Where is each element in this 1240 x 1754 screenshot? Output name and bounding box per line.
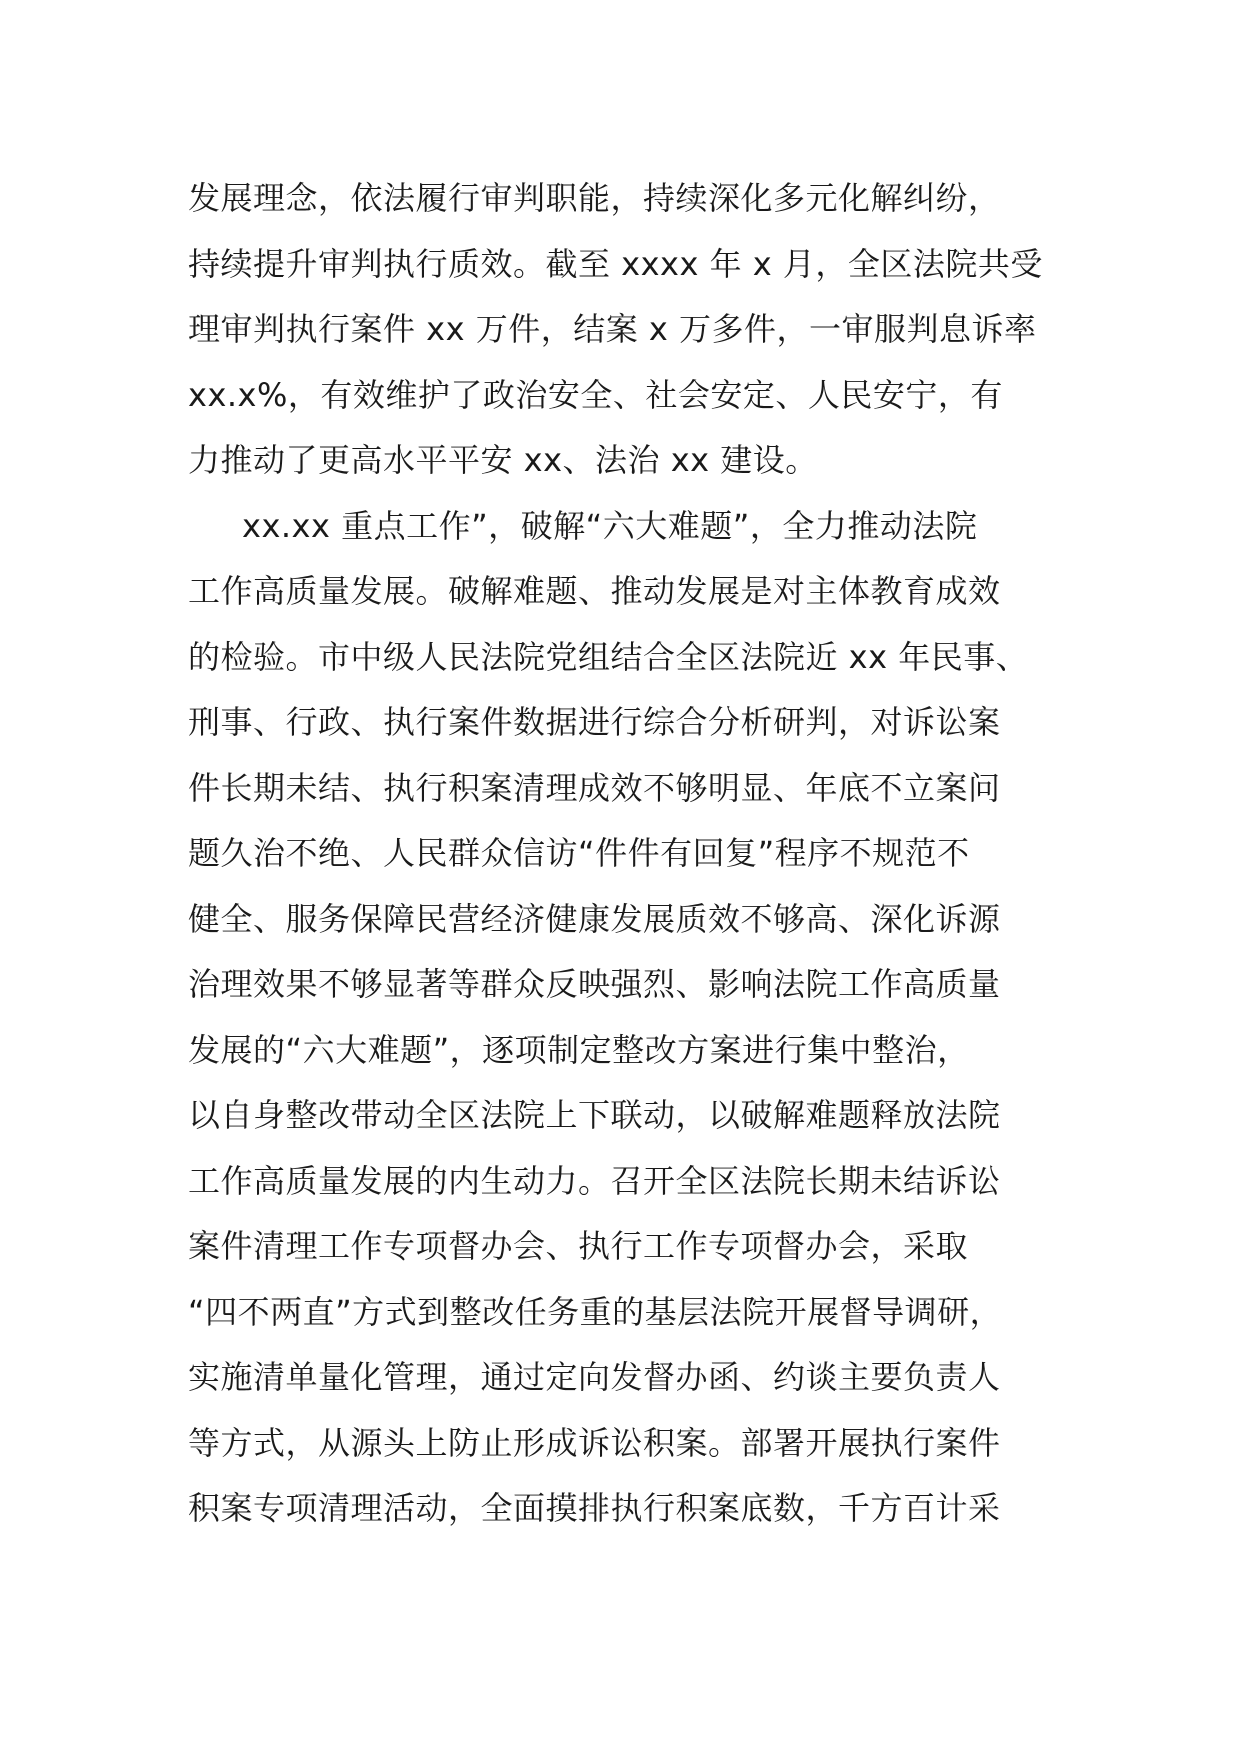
text-line: 治理效果不够显著等群众反映强烈、影响法院工作高质量 — [188, 965, 1001, 1003]
text-line: 健全、服务保障民营经济健康发展质效不够高、深化诉源 — [188, 899, 1001, 938]
text-line: 积案专项清理活动，全面摸排执行积案底数，千方百计采 — [188, 1489, 1001, 1527]
text-line: 等方式，从源头上防止形成诉讼积案。部署开展执行案件 — [188, 1423, 1001, 1462]
paragraph-1 — [188, 166, 1088, 494]
text-line: 发展理念，依法履行审判职能，持续深化多元化解纠纷， — [188, 179, 1001, 217]
text-line: 的检验。市中级人民法院党组结合全区法院近 xx 年民事、 — [188, 637, 1029, 676]
text-line: 力推动了更高水平平安 xx、法治 xx 建设。 — [188, 441, 818, 479]
text-line: 案件清理工作专项督办会、执行工作专项督办会，采取 — [188, 1227, 969, 1265]
text-line: 题久治不绝、人民群众信访“件件有回复”程序不规范不 — [188, 834, 970, 872]
text-line: 以自身整改带动全区法院上下联动，以破解难题释放法院 — [188, 1096, 1001, 1134]
text-line: 理审判执行案件 xx 万件，结案 x 万多件，一审服判息诉率 — [188, 310, 1037, 348]
text-line: 工作高质量发展。破解难题、推动发展是对主体教育成效 — [188, 572, 1001, 610]
text-line: xx.x%，有效维护了政治安全、社会安定、人民安宁，有 — [188, 375, 1003, 414]
text-line: “四不两直”方式到整改任务重的基层法院开展督导调研， — [188, 1292, 1003, 1331]
body-text — [188, 166, 1088, 1542]
text-line: 工作高质量发展的内生动力。召开全区法院长期未结诉讼 — [188, 1161, 1001, 1200]
text-line: 件长期未结、执行积案清理成效不够明显、年底不立案问 — [188, 768, 1001, 807]
text-line: 刑事、行政、执行案件数据进行综合分析研判，对诉讼案 — [188, 703, 1001, 741]
text-line: 持续提升审判执行质效。截至 xxxx 年 x 月，全区法院共受 — [188, 244, 1043, 283]
text-line: 发展的“六大难题”，逐项制定整改方案进行集中整治， — [188, 1030, 970, 1069]
text-line: xx.xx 重点工作”，破解“六大难题”，全力推动法院 — [242, 506, 978, 545]
paragraph-2 — [188, 494, 1088, 1542]
text-line: 实施清单量化管理，通过定向发督办函、约谈主要负责人 — [188, 1358, 1001, 1396]
